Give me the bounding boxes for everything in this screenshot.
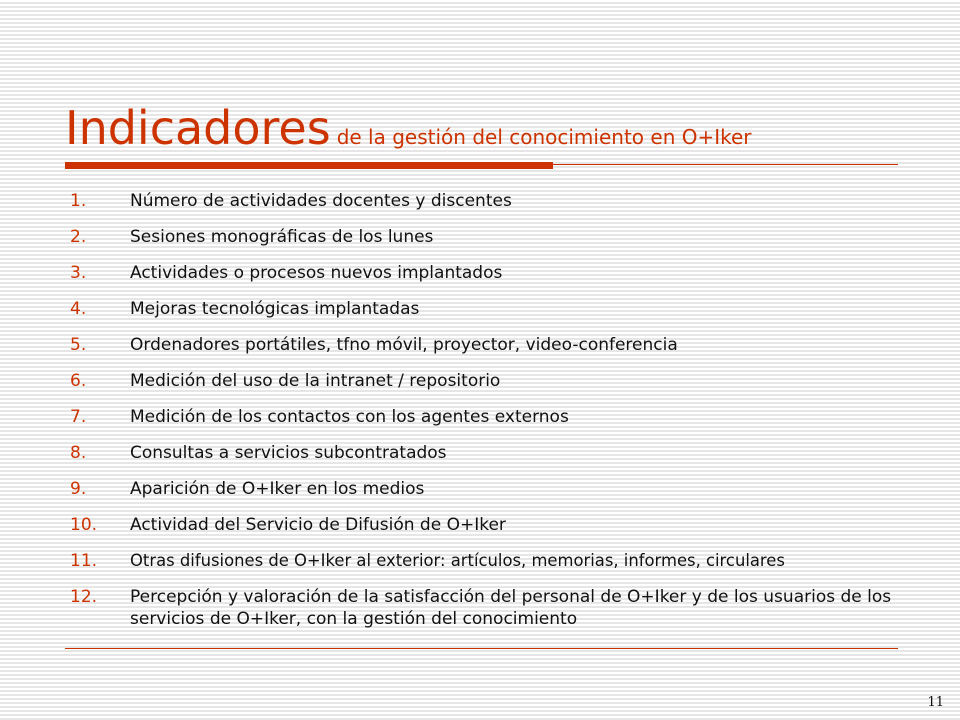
title-subtitle: de la gestión del conocimiento en O+Iker xyxy=(336,125,752,149)
list-item xyxy=(70,550,950,572)
list-item-number: 11. xyxy=(70,551,98,571)
list-item-text: Sesiones monográficas de los lunes xyxy=(130,227,434,247)
list-item-text: Actividades o procesos nuevos implantados xyxy=(130,263,503,283)
list-item-number: 3. xyxy=(70,263,87,283)
list-item-text: Mejoras tecnológicas implantadas xyxy=(130,299,420,319)
title-underline-thick xyxy=(65,162,553,169)
list-item-number: 8. xyxy=(70,443,87,463)
list-item xyxy=(70,514,950,536)
page-number: 11 xyxy=(927,695,944,710)
list-item xyxy=(70,586,950,630)
bottom-divider xyxy=(65,648,898,649)
list-item-text: Medición de los contactos con los agentes externos xyxy=(130,407,569,427)
list-item xyxy=(70,190,950,212)
slide-title xyxy=(65,100,752,156)
title-underline-thin xyxy=(553,164,898,165)
list-item-number: 4. xyxy=(70,299,87,319)
list-item-number: 9. xyxy=(70,479,87,499)
title-main: Indicadores xyxy=(65,101,331,155)
list-item-number: 6. xyxy=(70,371,87,391)
list-item-number: 5. xyxy=(70,335,87,355)
list-item-number: 12. xyxy=(70,587,98,607)
list-item xyxy=(70,226,950,248)
list-item xyxy=(70,262,950,284)
indicator-list xyxy=(70,190,950,644)
list-item-number: 10. xyxy=(70,515,98,535)
list-item-text: Actividad del Servicio de Difusión de O+Iker xyxy=(130,515,506,535)
list-item xyxy=(70,478,950,500)
list-item xyxy=(70,442,950,464)
list-item-text: Ordenadores portátiles, tfno móvil, proyector, video-conferencia xyxy=(130,335,678,355)
list-item xyxy=(70,406,950,428)
list-item-text: Consultas a servicios subcontratados xyxy=(130,443,447,463)
list-item xyxy=(70,334,950,356)
list-item-text: Número de actividades docentes y discentes xyxy=(130,191,512,211)
list-item xyxy=(70,298,950,320)
list-item-text: Medición del uso de la intranet / repositorio xyxy=(130,371,501,391)
list-item-text: Otras difusiones de O+Iker al exterior: artículos, memorias, informes, circulares xyxy=(130,551,785,570)
list-item-text: Percepción y valoración de la satisfacción del personal de O+Iker y de los usuarios de los servicios de O+Iker, con la gestión del conocimiento xyxy=(130,587,892,629)
list-item-number: 1. xyxy=(70,191,87,211)
list-item xyxy=(70,370,950,392)
list-item-number: 7. xyxy=(70,407,87,427)
list-item-number: 2. xyxy=(70,227,87,247)
list-item-text: Aparición de O+Iker en los medios xyxy=(130,479,425,499)
